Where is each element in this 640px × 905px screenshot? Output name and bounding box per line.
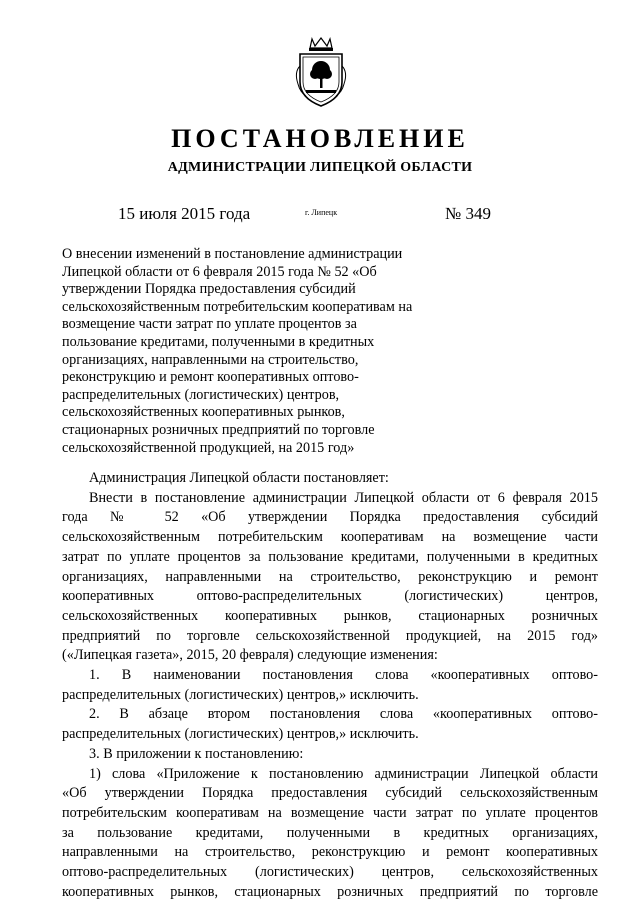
subject-line: распределительных (логистических) центров, [62,386,340,403]
document-title: ПОСТАНОВЛЕНИЕ [171,124,469,153]
body-line: Администрация Липецкой области постановляет: [89,470,389,486]
body-line: сельскохозяйственных кооперативных рынков, стационарных розничных [62,607,598,624]
document-city: г. Липецк [305,208,338,217]
body-line: распределительных (логистических) центров,» исключить. [62,686,419,703]
subject-line: сельскохозяйственной продукцией, на 2015 год» [62,439,355,456]
body-line: кооперативных оптово-распределительных (логистических) центров, [62,588,598,605]
body-line: кооперативных рынков, стационарных розничных предприятий по торговле [62,883,598,900]
subject-line: сельскохозяйственных кооперативных рынков, [62,404,345,421]
subject-line: сельскохозяйственным потребительским кооперативам на [62,298,413,315]
body-line: Внести в постановление администрации Липецкой области от 6 февраля 2015 [89,489,598,506]
body-line: 1) слова «Приложение к постановлению администрации Липецкой области [89,765,598,782]
body-line: затрат по уплате процентов за пользование кредитами, полученными в кредитных [62,548,598,565]
document-number: № 349 [445,204,491,223]
body-line: предприятий по торговле сельскохозяйственной продукцией, на 2015 год» [62,627,598,644]
body-line: распределительных (логистических) центров,» исключить. [62,726,419,743]
subject-line: Липецкой области от 6 февраля 2015 года № 52 «Об [62,263,377,280]
body-line: 3. В приложении к постановлению: [89,745,304,762]
body-line: «Об утверждении Порядка предоставления субсидий сельскохозяйственным [62,785,598,802]
body-line: за пользование кредитами, полученными в кредитных организациях, [62,824,598,841]
document-body [62,469,598,902]
subject-line: пользование кредитами, полученными в кредитных [62,333,375,350]
body-line: оптово-распределительных (логистических) центров, сельскохозяйственных [62,864,598,881]
body-line: 2. В абзаце втором постановления слова «кооперативных оптово- [89,706,598,723]
document-date: 15 июля 2015 года [118,204,251,223]
body-line: потребительским кооперативам на возмещение части затрат по уплате процентов [62,804,598,821]
coat-of-arms-emblem [292,36,350,108]
subject-line: О внесении изменений в постановление администрации [62,246,403,262]
body-line: («Липецкая газета», 2015, 20 февраля) следующие изменения: [62,647,438,664]
subject-line: возмещение части затрат по уплате процентов за [62,316,357,333]
body-line: 1. В наименовании постановления слова «кооперативных оптово- [89,667,598,684]
subject-line: организациях, направленными на строительство, [62,351,359,368]
subject-line: стационарных розничных предприятий по торговле [62,421,375,438]
body-line: сельскохозяйственным потребительским кооперативам на возмещение части [62,529,598,546]
body-line: года № 52 «Об утверждении Порядка предоставления субсидий [62,509,598,526]
issuing-authority: АДМИНИСТРАЦИИ ЛИПЕЦКОЙ ОБЛАСТИ [167,160,473,175]
body-line: организациях, направленными на строительство, реконструкцию и ремонт [62,568,598,585]
document-subject [62,246,447,457]
body-line: направленными на строительство, реконструкцию и ремонт кооперативных [62,844,598,861]
subject-line: реконструкцию и ремонт кооперативных оптово- [62,369,359,386]
subject-line: утверждении Порядка предоставления субсидий [62,281,356,298]
